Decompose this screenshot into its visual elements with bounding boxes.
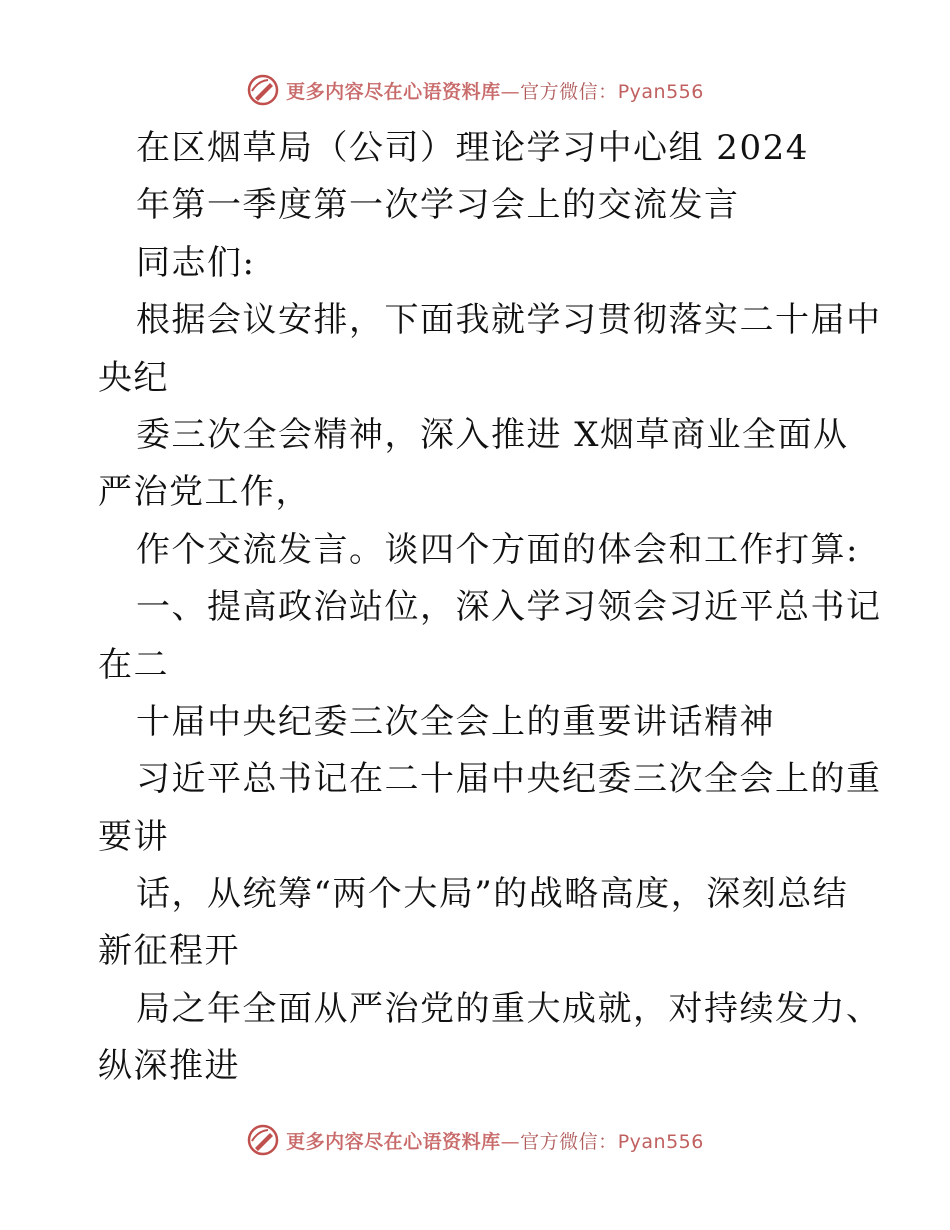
document-line: 委三次全会精神，深入推进 X烟草商业全面从	[136, 414, 849, 455]
watermark-official-label: 官方微信：	[520, 80, 618, 103]
document-line: 局之年全面从严治党的重大成就，对持续发力、	[136, 988, 882, 1029]
document-body	[98, 120, 882, 1096]
document-line: 习近平总书记在二十届中央纪委三次全会上的重	[136, 759, 882, 800]
document-line: 在区烟草局（公司）理论学习中心组 2024	[136, 128, 809, 168]
watermark-official-label: 官方微信：	[520, 1130, 618, 1153]
watermark-text	[286, 77, 704, 104]
watermark-brand: 更多内容尽在心语资料库	[286, 1130, 501, 1153]
document-line: 作个交流发言。谈四个方面的体会和工作打算:	[136, 529, 859, 570]
watermark-brand: 更多内容尽在心语资料库	[286, 80, 501, 103]
watermark-dash: —	[500, 1130, 521, 1153]
header-watermark	[0, 70, 950, 110]
watermark-wechat-id: Pyan556	[617, 1130, 704, 1153]
watermark-wechat-id: Pyan556	[617, 80, 704, 103]
document-line: 在二	[98, 644, 169, 685]
quill-pen-circle-icon	[246, 73, 280, 107]
footer-watermark	[0, 1120, 950, 1160]
document-line: 十届中央纪委三次全会上的重要讲话精神	[136, 701, 775, 742]
document-line: 央纪	[98, 357, 169, 398]
document-line: 话，从统筹“两个大局”的战略高度，深刻总结	[136, 874, 849, 915]
quill-pen-circle-icon	[246, 1123, 280, 1157]
document-line: 年第一季度第一次学习会上的交流发言	[136, 185, 740, 226]
document-line: 新征程开	[98, 931, 240, 972]
watermark-text	[286, 1127, 704, 1154]
document-line: 同志们:	[136, 242, 256, 283]
document-line: 根据会议安排，下面我就学习贯彻落实二十届中	[136, 300, 882, 341]
watermark-dash: —	[500, 80, 521, 103]
document-line: 纵深推进	[98, 1046, 240, 1087]
document-line: 严治党工作，	[98, 472, 311, 513]
document-line: 要讲	[98, 816, 169, 857]
document-line: 一、提高政治站位，深入学习领会习近平总书记	[136, 587, 882, 628]
